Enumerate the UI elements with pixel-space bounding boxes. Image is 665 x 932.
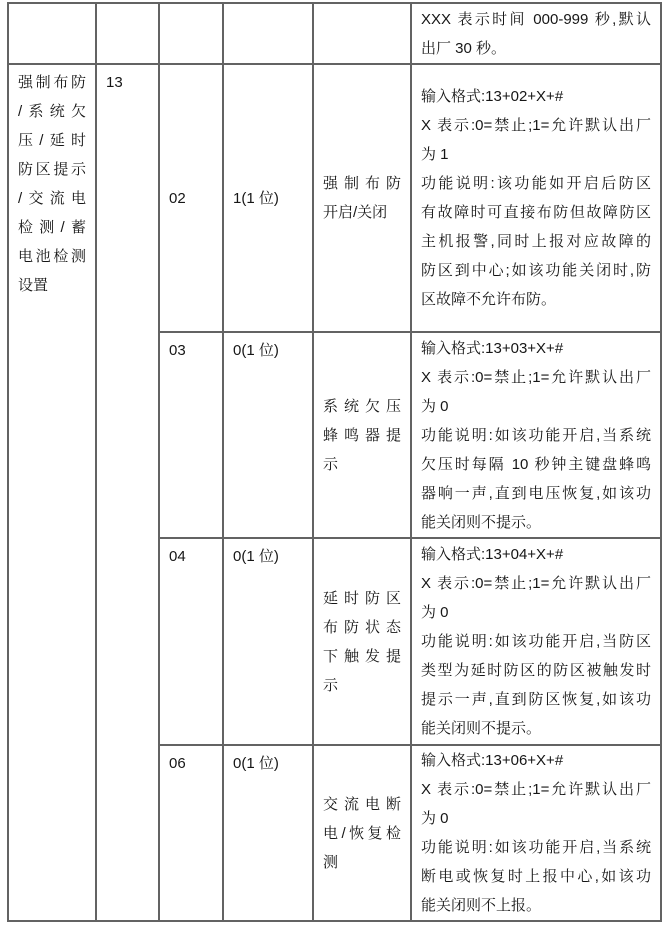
group-code-cell: 13: [96, 64, 159, 921]
description-cell: 输入格式:13+03+X+# X 表示:0=禁止;1=允许默认出厂 为 0 功能说明:如该功能开启,当系统 欠压时每隔 10 秒钟主键盘蜂鸣 器响一声,直到电压恢复,如该功 能关闭则不提示。: [411, 332, 661, 538]
param-cell: 0(1 位): [223, 332, 313, 538]
table-row-02: [8, 64, 661, 332]
description-cell: 输入格式:13+06+X+# X 表示:0=禁止;1=允许默认出厂 为 0 功能说明:如该功能开启,当系统 断电或恢复时上报中心,如该功 能关闭则不上报。: [411, 745, 661, 921]
empty-cell: [159, 3, 223, 64]
param-cell: 0(1 位): [223, 745, 313, 921]
description-cell: XXX 表示时间 000-999 秒,默认 出厂 30 秒。: [411, 3, 661, 64]
sub-code-cell: 03: [159, 332, 223, 538]
function-title-cell: 交流电断 电/恢复检 测: [313, 745, 411, 921]
carryover-row: [8, 3, 661, 64]
function-title-cell: 延时防区 布防状态 下触发提 示: [313, 538, 411, 745]
empty-cell: [223, 3, 313, 64]
description-cell: 输入格式:13+04+X+# X 表示:0=禁止;1=允许默认出厂 为 0 功能说明:如该功能开启,当防区 类型为延时防区的防区被触发时 提示一声,直到防区恢复,如该功 能关闭则不提示。: [411, 538, 661, 745]
function-title-cell: 强制布防 开启/关闭: [313, 64, 411, 332]
sub-code-cell: 06: [159, 745, 223, 921]
function-title-cell: 系统欠压 蜂鸣器提 示: [313, 332, 411, 538]
empty-cell: [8, 3, 96, 64]
group-name-cell: 强制布防 /系统欠 压/延时 防区提示 /交流电 检测/蓄 电池检测 设置: [8, 64, 96, 921]
sub-code-cell: 04: [159, 538, 223, 745]
param-cell: 1(1 位): [223, 64, 313, 332]
settings-table: [7, 2, 662, 922]
empty-cell: [96, 3, 159, 64]
description-cell: 输入格式:13+02+X+# X 表示:0=禁止;1=允许默认出厂 为 1 功能说明:该功能如开启后防区 有故障时可直接布防但故障防区 主机报警,同时上报对应故障的 防区到中心;如该功能关闭时,防 区故障不允许布防。: [411, 64, 661, 332]
sub-code-cell: 02: [159, 64, 223, 332]
empty-cell: [313, 3, 411, 64]
param-cell: 0(1 位): [223, 538, 313, 745]
